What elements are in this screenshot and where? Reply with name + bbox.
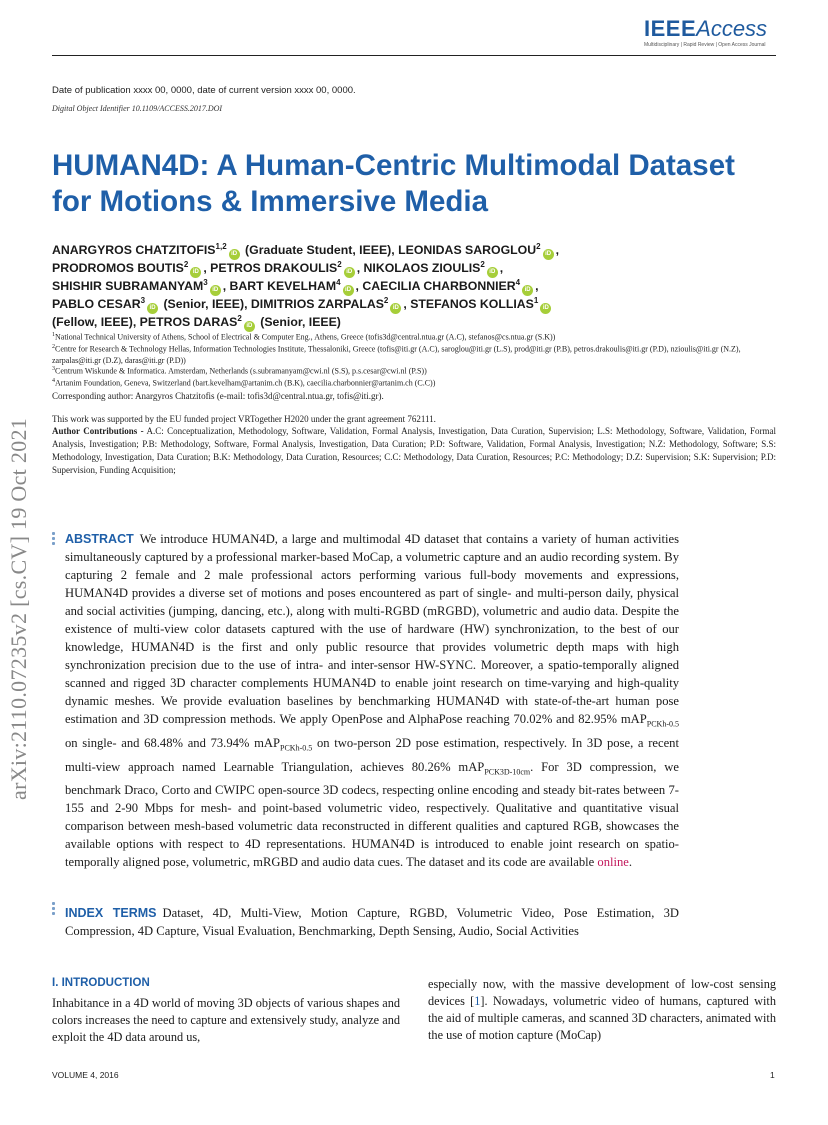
author-name: (Graduate Student, IEEE), LEONIDAS SAROGLOU [241,243,537,258]
affiliation-number: 1 [52,332,55,338]
introduction-column-1: Inhabitance in a 4D world of moving 3D objects of various shapes and colors increases the need to capture and extensively study, analyze and exploit the 4D data around us, [52,996,400,1044]
affiliation-4 [52,376,772,389]
abstract-text: on single- and 68.48% and 73.94% mAP [65,736,281,751]
author-name: , CAECILIA CHARBONNIER [355,279,516,294]
index-terms-marker [52,902,56,917]
orcid-icon[interactable]: iD [522,285,533,296]
abstract-text: on two-person 2D pose estimation, respectively. In 3D pose, a recent multi-view approach named Learnable Triangulation, achieves 80.26% mAP [65,736,679,774]
author-name: , BART KEVELHAM [222,279,337,294]
author-affil-sup: 2 [237,314,242,323]
doi: Digital Object Identifier 10.1109/ACCESS.2017.DOI [52,104,223,113]
author-line-4 [52,296,553,314]
author-affil-sup: 1 [533,296,539,305]
citation-link[interactable]: 1 [474,994,481,1008]
ieee-access-logo [644,16,776,54]
affiliation-text: National Technical University of Athens, School of Electrical & Computer Eng., Athens, Greece (tofis3d@central.ntua.gr (A.C), stefanos@cs.ntua.gr (S.K)) [55,332,556,342]
footer-page-number: 1 [770,1070,775,1080]
funding-note: This work was supported by the EU funded project VRTogether H2020 under the grant agreement 762111. [52,414,436,424]
author-affil-sup: 2 [337,260,342,269]
author-affil-sup: 4 [336,278,341,287]
affiliation-text: Artanim Foundation, Geneva, Switzerland (bart.kevelham@artanim.ch (B.K), caecilia.charbonnier@artanim.ch (C.C)) [55,378,436,388]
logo-ieee-text: IEEE [644,16,697,41]
author-line-2: PRODROMOS BOUTIS$^2$iD , PETROS DRAKOULIS$^2$iD , NIKOLAOS ZIOULIS$^2$iD , [52,260,503,278]
orcid-icon[interactable]: iD [540,303,551,314]
affiliation-number: 4 [52,378,55,384]
affiliation-text: Centrum Wiskunde & Informatica. Amsterdam, Netherlands (s.subramanyam@cwi.nl (S.S), p.s.cesar@cwi.nl (P.S)) [55,366,427,376]
publication-date: Date of publication xxxx 00, 0000, date of current version xxxx 00, 0000. [52,85,356,96]
footer-volume: VOLUME 4, 2016 [52,1070,119,1080]
abstract-subscript: PCK3D-10cm [484,767,531,777]
author-affil-sup: 3 [203,278,208,287]
orcid-icon[interactable]: iD [210,285,221,296]
affiliation-number: 3 [52,366,55,372]
orcid-icon[interactable]: iD [343,285,354,296]
orcid-icon[interactable]: iD [190,267,201,278]
abstract-heading: ABSTRACT [65,532,134,546]
index-terms-heading: INDEX TERMS [65,906,157,920]
affiliation-1 [52,330,772,343]
paper-title: HUMAN4D: A Human-Centric Multimodal Dataset for Motions & Immersive Media [52,149,735,218]
online-link[interactable]: online [597,855,629,870]
abstract-text: We introduce HUMAN4D, a large and multimodal 4D dataset that contains a variety of human activities simultaneously captured by a professional marker-based MoCap, a volumetric capture and an audio recording system. By capturing 2 female and 2 male professional actors performing various full-body movements and expressions, HUMAN4D provides a diverse set of motions and poses encountered as part of single- and multi-person daily, physical and social activities (jumping, dancing, etc.), along with multi-RGBD (mRGBD), volumetric and audio data. Despite the existence of multi-view color datasets captured with the use of hardware (HW) synchronization, to the best of our knowledge, HUMAN4D is the first and only public resource that provides volumetric depth maps with high synchronization precision due to the use of intra- and inter-sensor HW-SYNC. Moreover, a spatio-temporally aligned scanned and rigged 3D character complements HUMAN4D to enable joint research on time-varying and high-quality dynamic meshes. We provide evaluation baselines by benchmarking HUMAN4D with state-of-the-art human pose estimation and 3D compression methods. We apply OpenPose and AlphaPose reaching 70.02% and 82.95% mAP [65,532,679,727]
author-name: ANARGYROS CHATZITOFIS [52,243,216,258]
intro-text: ]. Nowadays, volumetric video of humans, captured with the aid of multiple cameras, and scanned 3D characters, animated with the use of motion capture (MoCap) [428,994,776,1042]
orcid-icon[interactable]: iD [344,267,355,278]
introduction-heading: I. INTRODUCTION [52,977,150,989]
orcid-icon[interactable]: iD [147,303,158,314]
arxiv-stamp: arXiv:2110.07235v2 [cs.CV] 19 Oct 2021 [6,417,31,800]
orcid-icon[interactable]: iD [229,249,240,260]
author-affil-sup: 2 [536,242,541,251]
author-line-3: SHISHIR SUBRAMANYAM$^3$iD , BART KEVELHAM$^4$iD , CAECILIA CHARBONNIER$^4$iD , [52,278,539,296]
orcid-icon[interactable]: iD [390,303,401,314]
abstract-subscript: PCKh-0.5 [646,719,679,729]
author-name: (Fellow, IEEE), PETROS DARAS [52,315,238,330]
index-terms-text: Dataset, 4D, Multi-View, Motion Capture, RGBD, Volumetric Video, Pose Estimation, 3D Compression, 4D Capture, Visual Evaluation, Benchmarking, Depth Sensing, Audio, Social Activities [65,906,679,938]
corresponding-author: Corresponding author: Anargyros Chatzitofis (e-mail: tofis3d@central.ntua.gr, tofis@iti.gr). [52,391,384,401]
author-affil-sup: 4 [515,278,521,287]
abstract-text: . For 3D compression, we benchmark Draco, Corto and CWIPC open-source 3D codecs, respecting online encoding and steady bit-rates between 7-155 and 2-90 Mbps for mesh- and point-based volumetric video, respectively. Qualitative and quantitative visual comparison between mesh-based volumetric data reconstructed in different qualities and captured RGB, showcases the available options with respect to 4D representations. HUMAN4D is introduced to enable joint research on spatio-temporally aligned pose, volumetric, mRGBD and audio data cues. The dataset and its code are available [65,759,679,870]
logo-access-text: Access [696,16,768,41]
author-name: PRODROMOS BOUTIS [52,261,184,276]
affiliation-text: Centre for Research & Technology Hellas, Information Technologies Institute, Thessaloniki, Greece (tofis@iti.gr (A.C), saroglou@iti.gr (L.S), prod@iti.gr (P.B), petros.drakoulis@iti.gr (P.D), nzioulis@iti.gr (N.Z), zarpalas@iti.gr (D.Z), daras@iti.gr (P.D)) [52,344,741,365]
abstract-subscript: PCKh-0.5 [280,743,313,753]
author-name: , STEFANOS KOLLIAS [403,297,534,312]
introduction-column-2 [428,976,776,1044]
abstract-marker [52,532,56,547]
affiliation-3 [52,364,772,377]
contributions-text: A.C: Conceptualization, Methodology, Software, Validation, Formal Analysis, Investigation, Data Curation, Supervision; L.S: Methodology, Software, Validation, Formal Analysis, Investigation; P.B: Methodology, Software, Formal Analysis, Investigation, Data Curation; P.D: Software, Validation, Formal Analysis, Investigation; N.Z: Methodology, Software; S.S: Methodology, Investigation, Data Curation; B.K: Methodology, Data Curation, Resources; C.C: Methodology, Data Curation, Resources; P.C: Methodology; D.Z: Supervision; S.K: Supervision; P.D: Supervision, Funding Acquisition; [52,426,776,475]
author-name: (Senior, IEEE), DIMITRIOS ZARPALAS [160,297,384,312]
author-name: SHISHIR SUBRAMANYAM [52,279,204,294]
author-affil-sup: 2 [383,296,389,305]
intro-text: especially now, with the massive development of low-cost sensing devices [ [428,977,776,1008]
author-affil-sup: 3 [140,296,146,305]
author-name: , PETROS DRAKOULIS [203,261,338,276]
author-name: (Senior, IEEE) [256,315,341,330]
abstract-text: . [628,855,633,870]
author-affil-sup: 1,2 [215,242,227,251]
affiliation-number: 2 [52,344,55,350]
logo-tagline: Multidisciplinary | Rapid Review | Open Access Journal [644,42,766,48]
author-line-1: ANARGYROS CHATZITOFIS$^{1,2}$iD (Graduate Student, IEEE), LEONIDAS SAROGLOU$^2$iD , [52,242,559,260]
orcid-icon[interactable]: iD [244,321,255,332]
author-affil-sup: 2 [480,260,485,269]
contributions-label: Author Contributions - [52,426,144,436]
author-affil-sup: 2 [183,260,189,269]
affiliation-2 [52,342,772,366]
index-terms [65,904,679,940]
author-name: , NIKOLAOS ZIOULIS [356,261,481,276]
header-rule [52,55,776,56]
author-contributions [52,425,776,477]
abstract [65,530,679,871]
orcid-icon[interactable]: iD [487,267,498,278]
author-name: PABLO CESAR [52,297,141,312]
orcid-icon[interactable]: iD [543,249,554,260]
